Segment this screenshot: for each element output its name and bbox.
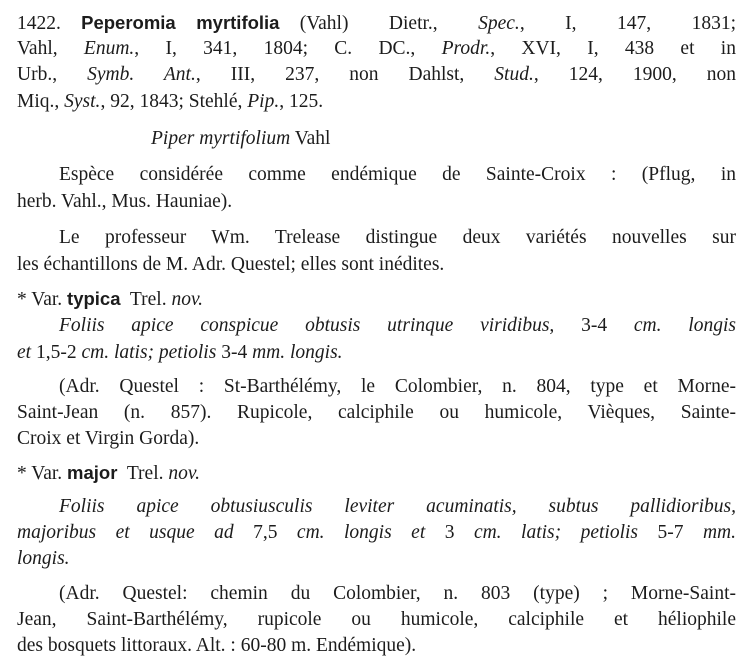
var-typica-name: typica [67,288,121,309]
species-name: Peperomia myrtifolia [81,12,280,33]
var-typica-diagnosis-1: Foliis apice conspicue obtusis utrinque viridibus, 3-4 cm. longis [59,315,736,336]
var-major-heading: * Var. major Trel. nov. [17,462,200,484]
para1-line-1: Espèce considérée comme endémique de Sainte-Croix : (Pflug, in [59,164,736,185]
var-major-locality-2: Jean, Saint-Barthélémy, rupicole ou humicole, calciphile et héliophile [17,609,736,630]
var-major-locality-1: (Adr. Questel: chemin du Colombier, n. 803 (type) ; Morne-Saint- [59,583,736,604]
var-major-diagnosis-3: longis. [17,548,70,569]
var-major-diagnosis-2: majoribus et usque ad 7,5 cm. longis et 3 cm. latis; petiolis 5-7 mm. [17,522,736,543]
var-major-diagnosis-1: Foliis apice obtusiusculis leviter acuminatis, subtus pallidioribus, [59,496,736,517]
synonym-author: Vahl [290,128,331,149]
synonym-line [151,126,651,152]
entry-line-1: 1422. Peperomia myrtifolia (Vahl) Dietr., Spec., I, 147, 1831; [17,12,736,34]
var-major-name: major [67,462,118,483]
var-typica-heading: * Var. typica Trel. nov. [17,288,204,310]
var-typica-locality-3: Croix et Virgin Gorda). [17,428,200,449]
para2-line-1: Le professeur Wm. Trelease distingue deux variétés nouvelles sur [59,227,736,248]
var-major-locality-3: des bosquets littoraux. Alt. : 60-80 m. Endémique). [17,635,417,656]
entry-line-3: Urb., Symb. Ant., III, 237, non Dahlst, Stud., 124, 1900, non [17,64,737,85]
entry-number: 1422. [17,13,61,34]
synonym-name: Piper myrtifolium [151,128,291,149]
para1-line-2: herb. Vahl., Mus. Hauniae). [17,191,233,212]
entry-line-4: Miq., Syst., 92, 1843; Stehlé, Pip., 125. [17,91,324,112]
var-typica-diagnosis-2: et 1,5-2 cm. latis; petiolis 3-4 mm. longis. [17,342,343,363]
para2-line-2: les échantillons de M. Adr. Questel; elles sont inédites. [17,254,445,275]
entry-line-2: Vahl, Enum., I, 341, 1804; C. DC., Prodr., XVI, I, 438 et in [17,38,736,59]
var-typica-locality-2: Saint-Jean (n. 857). Rupicole, calciphile ou humicole, Vièques, Sainte- [17,402,736,423]
var-typica-locality-1: (Adr. Questel : St-Barthélémy, le Colombier, n. 804, type et Morne- [59,376,736,397]
